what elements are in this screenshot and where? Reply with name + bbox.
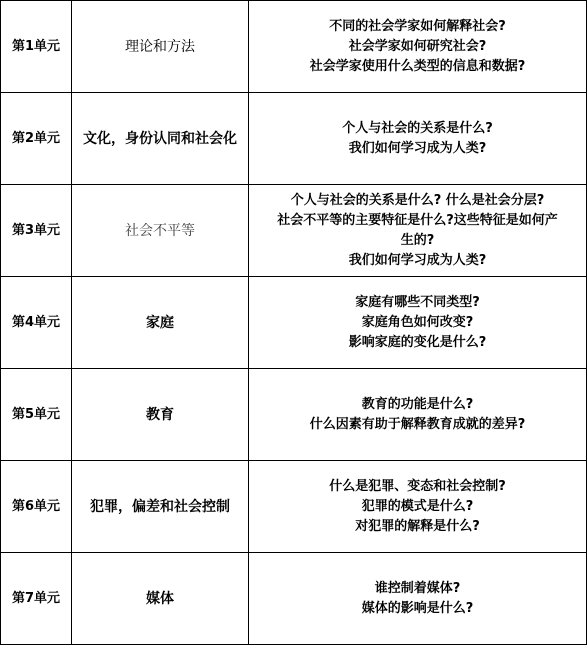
unit-topic: 犯罪，偏差和社会控制 bbox=[72, 461, 249, 553]
question: 社会不平等的主要特征是什么?这些特征是如何产 bbox=[277, 212, 558, 228]
question: 教育的功能是什么? bbox=[361, 396, 474, 412]
unit-questions bbox=[249, 553, 587, 645]
unit-label: 第3单元 bbox=[1, 185, 72, 277]
unit-questions bbox=[249, 93, 587, 185]
unit-label: 第7单元 bbox=[1, 553, 72, 645]
unit-topic: 家庭 bbox=[72, 277, 249, 369]
unit-topic: 理论和方法 bbox=[72, 1, 249, 93]
question: 谁控制着媒体? bbox=[374, 580, 461, 596]
question: 社会学家如何研究社会? bbox=[348, 38, 487, 54]
table-row bbox=[1, 553, 587, 645]
question: 我们如何学习成为人类? bbox=[348, 252, 487, 268]
unit-topic: 教育 bbox=[72, 369, 249, 461]
question: 生的? bbox=[400, 232, 435, 248]
unit-label: 第4单元 bbox=[1, 277, 72, 369]
unit-topic: 媒体 bbox=[72, 553, 249, 645]
question: 影响家庭的变化是什么? bbox=[348, 334, 487, 350]
table-row bbox=[1, 277, 587, 369]
question: 我们如何学习成为人类? bbox=[348, 140, 487, 156]
question: 媒体的影响是什么? bbox=[361, 600, 474, 616]
question: 家庭角色如何改变? bbox=[361, 314, 474, 330]
question: 家庭有哪些不同类型? bbox=[355, 294, 480, 310]
table-row bbox=[1, 1, 587, 93]
unit-questions bbox=[249, 277, 587, 369]
question: 社会学家使用什么类型的信息和数据? bbox=[309, 58, 526, 74]
unit-questions bbox=[249, 185, 587, 277]
table-row bbox=[1, 93, 587, 185]
unit-questions bbox=[249, 369, 587, 461]
question: 对犯罪的解释是什么? bbox=[355, 518, 480, 534]
unit-label: 第5单元 bbox=[1, 369, 72, 461]
unit-label: 第2单元 bbox=[1, 93, 72, 185]
question: 什么因素有助于解释教育成就的差异? bbox=[309, 416, 526, 432]
unit-topic: 文化，身份认同和社会化 bbox=[72, 93, 249, 185]
table-row bbox=[1, 185, 587, 277]
question: 什么是犯罪、变态和社会控制? bbox=[329, 478, 506, 494]
question: 犯罪的模式是什么? bbox=[361, 498, 474, 514]
unit-label: 第6单元 bbox=[1, 461, 72, 553]
unit-topic: 社会不平等 bbox=[72, 185, 249, 277]
question: 个人与社会的关系是什么? 什么是社会分层? bbox=[290, 192, 545, 208]
unit-questions bbox=[249, 1, 587, 93]
unit-label: 第1单元 bbox=[1, 1, 72, 93]
question: 个人与社会的关系是什么? bbox=[342, 120, 493, 136]
question: 不同的社会学家如何解释社会? bbox=[329, 18, 506, 34]
table-row bbox=[1, 369, 587, 461]
unit-questions bbox=[249, 461, 587, 553]
table-row bbox=[1, 461, 587, 553]
